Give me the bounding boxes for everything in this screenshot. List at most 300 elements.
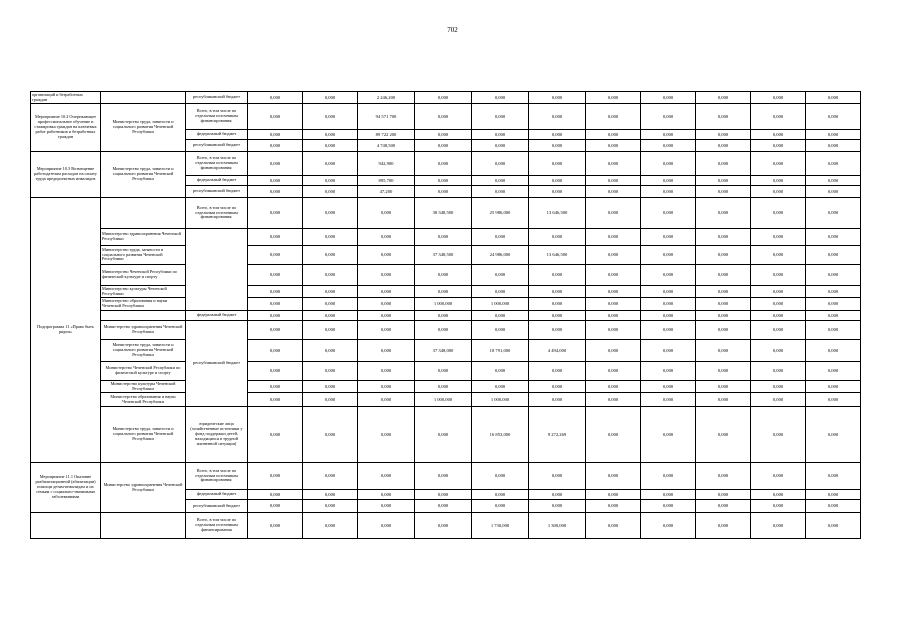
table-cell: 0,000 [751, 286, 806, 298]
table-cell: 0,000 [358, 340, 415, 362]
table-cell: 0,000 [751, 490, 806, 500]
table-cell: 0,000 [806, 246, 861, 265]
table-cell: 0,000 [641, 186, 696, 198]
table-cell: 0,000 [415, 407, 472, 463]
table-cell: 0,000 [248, 490, 303, 500]
table-cell: 0,000 [696, 490, 751, 500]
table-cell: 16 853,000 [472, 407, 529, 463]
table-cell: 0,000 [806, 92, 861, 104]
table-cell: 0,000 [248, 500, 303, 513]
table-cell: 0,000 [358, 463, 415, 490]
table-cell: 89 722 200 [358, 130, 415, 140]
table-cell: 0,000 [696, 92, 751, 104]
table-cell: 0,000 [415, 381, 472, 393]
table-cell: 0,000 [586, 176, 641, 186]
table-cell: 0,000 [806, 198, 861, 229]
table-cell: 0,000 [751, 92, 806, 104]
table-cell: 0,000 [806, 393, 861, 407]
table-cell: 0,000 [472, 362, 529, 381]
table-cell: Всего, в том числе по отдельным источникам финансирования: [186, 152, 248, 176]
table-cell: 0,000 [529, 381, 586, 393]
table-cell: 0,000 [529, 130, 586, 140]
table-cell: 0,000 [303, 130, 358, 140]
table-cell: 0,000 [303, 246, 358, 265]
table-cell: 0,000 [751, 198, 806, 229]
table-cell: 0,000 [586, 198, 641, 229]
table-cell: 0,000 [529, 298, 586, 311]
table-cell: 0,000 [696, 362, 751, 381]
table-cell: 0,000 [248, 130, 303, 140]
table-cell: 0,000 [303, 198, 358, 229]
table-cell: 0,000 [806, 407, 861, 463]
table-cell: 0,000 [472, 265, 529, 286]
table-cell: 0,000 [641, 340, 696, 362]
table-cell: Всего, в том числе по отдельным источникам финансирования [186, 513, 248, 539]
table-cell: 0,000 [641, 152, 696, 176]
table-row [31, 362, 861, 381]
table-cell: 47,200 [358, 186, 415, 198]
table-row [31, 229, 861, 246]
table-cell: 0,000 [303, 92, 358, 104]
table-cell: республиканский бюджет [186, 92, 248, 104]
table-row [31, 393, 861, 407]
table-cell [101, 198, 186, 229]
table-cell: 0,000 [696, 140, 751, 152]
table-cell: 0,000 [641, 490, 696, 500]
table-cell: 0,000 [751, 513, 806, 539]
table-cell: 1 300,000 [529, 513, 586, 539]
table-cell: 0,000 [529, 186, 586, 198]
table-cell: 0,000 [303, 311, 358, 321]
table-cell: 0,000 [472, 130, 529, 140]
table-cell: 0,000 [751, 152, 806, 176]
table-cell: 13 646,500 [529, 246, 586, 265]
table-cell: 0,000 [696, 286, 751, 298]
table-row [31, 340, 861, 362]
table-cell: Министерство труда, занятости и социального развития Чеченской Республики [101, 152, 186, 198]
table-cell: 0,000 [696, 407, 751, 463]
table-cell: республиканский бюджет [186, 321, 248, 407]
table-cell: 0,000 [415, 140, 472, 152]
table-cell: 1 000,000 [415, 393, 472, 407]
table-cell: 0,000 [529, 152, 586, 176]
table-cell: Министерство труда, занятости и социального развития Чеченской Республики [101, 407, 186, 463]
table-cell: 895,700 [358, 176, 415, 186]
table-row [31, 265, 861, 286]
table-cell: 0,000 [248, 286, 303, 298]
table-cell: 0,000 [529, 265, 586, 286]
table-cell: 0,000 [696, 104, 751, 130]
table-cell [101, 513, 186, 539]
table-cell: 0,000 [358, 286, 415, 298]
table-cell: 0,000 [248, 92, 303, 104]
table-cell: 0,000 [586, 463, 641, 490]
table-cell: 0,000 [586, 311, 641, 321]
table-cell: 0,000 [806, 186, 861, 198]
table-cell: 0,000 [806, 229, 861, 246]
table-cell: 0,000 [472, 176, 529, 186]
table-cell: 0,000 [806, 500, 861, 513]
table-cell: 94 571 700 [358, 104, 415, 130]
table-cell: 0,000 [641, 500, 696, 513]
table-cell: 0,000 [472, 229, 529, 246]
table-cell: организаций и безработных граждан [31, 92, 101, 104]
table-cell: 0,000 [358, 246, 415, 265]
table-cell: 0,000 [751, 500, 806, 513]
table-cell: 0,000 [751, 104, 806, 130]
table-cell: 0,000 [696, 265, 751, 286]
table-cell: 0,000 [303, 500, 358, 513]
table-cell: Мероприятие 10.3 Возмещение работодателям расходов на оплату труда предпроектных инвалидов [31, 152, 101, 198]
table-cell: 0,000 [529, 229, 586, 246]
table-cell: 0,000 [586, 513, 641, 539]
table-cell: 0,000 [586, 490, 641, 500]
table-cell: 0,000 [751, 265, 806, 286]
table-cell: республиканский бюджет [186, 500, 248, 513]
budget-table [30, 91, 861, 539]
table-cell: 4 494,000 [529, 340, 586, 362]
table-cell: 0,000 [529, 463, 586, 490]
table-cell: 0,000 [358, 513, 415, 539]
table-cell: 0,000 [641, 130, 696, 140]
table-cell: 0,000 [248, 463, 303, 490]
table-cell: 0,000 [415, 186, 472, 198]
table-cell: 0,000 [751, 321, 806, 340]
table-row [31, 311, 861, 321]
table-cell: 0,000 [806, 265, 861, 286]
table-cell: 0,000 [641, 92, 696, 104]
table-cell: 0,000 [641, 246, 696, 265]
table-cell: 0,000 [303, 104, 358, 130]
table-cell: федеральный бюджет [186, 490, 248, 500]
table-cell: 0,000 [248, 381, 303, 393]
table-cell: 0,000 [806, 176, 861, 186]
table-cell: 0,000 [696, 198, 751, 229]
table-cell: 0,000 [303, 286, 358, 298]
table-row [31, 152, 861, 176]
table-cell: 9 272,269 [529, 407, 586, 463]
table-cell [101, 92, 186, 104]
table-cell: 0,000 [806, 463, 861, 490]
table-cell: 0,000 [641, 513, 696, 539]
table-cell [186, 229, 248, 311]
table-cell: 2 246,200 [358, 92, 415, 104]
table-cell: 0,000 [751, 393, 806, 407]
table-cell: 0,000 [415, 362, 472, 381]
table-cell: Министерство труда, занятости и социального развития Чеченской Республики [101, 340, 186, 362]
table-cell: Подпрограмма 11 «Право быть рядом» [31, 198, 101, 463]
table-cell [101, 311, 186, 321]
table-cell: 4 748,500 [358, 140, 415, 152]
table-cell: 0,000 [586, 265, 641, 286]
table-cell: 38 348,500 [415, 198, 472, 229]
table-cell: 0,000 [586, 321, 641, 340]
table-cell: 0,000 [472, 311, 529, 321]
table-cell: 0,000 [248, 176, 303, 186]
table-cell: 0,000 [586, 229, 641, 246]
table-cell: 0,000 [586, 130, 641, 140]
table-row [31, 463, 861, 490]
table-cell: 0,000 [303, 176, 358, 186]
table-cell: 0,000 [248, 152, 303, 176]
table-cell: Министерство культуры Чеченской Республики [101, 381, 186, 393]
table-cell: 0,000 [303, 362, 358, 381]
table-cell: 0,000 [415, 152, 472, 176]
table-cell: 0,000 [248, 229, 303, 246]
table-cell: 0,000 [529, 362, 586, 381]
table-cell: 0,000 [586, 362, 641, 381]
table-cell: 0,000 [586, 407, 641, 463]
table-cell: 0,000 [586, 186, 641, 198]
table-cell: 0,000 [696, 152, 751, 176]
table-cell: 0,000 [806, 381, 861, 393]
table-cell: 0,000 [303, 513, 358, 539]
table-cell: 0,000 [696, 500, 751, 513]
table-cell: 0,000 [415, 104, 472, 130]
table-cell: 0,000 [303, 340, 358, 362]
table-cell: 0,000 [472, 286, 529, 298]
table-cell: 0,000 [806, 104, 861, 130]
table-cell: 0,000 [751, 140, 806, 152]
table-cell: 0,000 [415, 311, 472, 321]
table-cell: 0,000 [751, 246, 806, 265]
table-cell: 0,000 [248, 186, 303, 198]
table-cell: федеральный бюджет [186, 176, 248, 186]
table-cell: 0,000 [248, 104, 303, 130]
table-cell: 0,000 [586, 286, 641, 298]
table-cell: 0,000 [806, 362, 861, 381]
table-cell: 0,000 [529, 92, 586, 104]
table-row [31, 92, 861, 104]
table-cell: 0,000 [641, 381, 696, 393]
table-cell: 0,000 [529, 393, 586, 407]
table-cell: 0,000 [358, 311, 415, 321]
table-cell: 0,000 [472, 92, 529, 104]
table-row [31, 407, 861, 463]
table-cell: 0,000 [586, 152, 641, 176]
table-cell: 0,000 [415, 463, 472, 490]
table-row [31, 286, 861, 298]
table-cell: Министерство культуры Чеченской Республики [101, 286, 186, 298]
table-cell: Министерство труда, занятости и социального развития Чеченской Республики [101, 104, 186, 152]
table-cell: федеральный бюджет [186, 130, 248, 140]
table-cell: 0,000 [751, 176, 806, 186]
table-cell: 0,000 [415, 500, 472, 513]
table-row [31, 513, 861, 539]
table-cell: Министерство здравоохранения Чеченской Республики [101, 229, 186, 246]
table-cell: Министерство Чеченской Республики по физической культуре и спорту [101, 362, 186, 381]
table-cell: 0,000 [586, 92, 641, 104]
table-cell: 0,000 [751, 229, 806, 246]
table-cell: 0,000 [529, 176, 586, 186]
table-cell: 0,000 [529, 490, 586, 500]
table-cell: 0,000 [303, 229, 358, 246]
table-cell: 0,000 [751, 362, 806, 381]
table-cell: 18 791,000 [472, 340, 529, 362]
table-cell: 0,000 [303, 152, 358, 176]
table-cell: Всего, в том числе по отдельным источникам финансирования: [186, 104, 248, 130]
table-cell: 0,000 [806, 490, 861, 500]
table-cell: 0,000 [806, 286, 861, 298]
table-cell: 0,000 [696, 311, 751, 321]
table-cell: 0,000 [415, 229, 472, 246]
table-cell: Мероприятие 11.1 Оказание реабилитационной (абилитации) помощи детям-инвалидам и их семьям с социально-значимыми заболеваниями [31, 463, 101, 513]
table-cell: 0,000 [641, 104, 696, 130]
table-cell: 0,000 [415, 92, 472, 104]
table-cell: 0,000 [303, 298, 358, 311]
table-cell: 0,000 [641, 286, 696, 298]
table-cell: 0,000 [472, 140, 529, 152]
table-cell: 0,000 [696, 340, 751, 362]
table-cell: 0,000 [248, 362, 303, 381]
table-cell: 0,000 [472, 321, 529, 340]
table-cell: 0,000 [586, 104, 641, 130]
table-cell: 0,000 [303, 393, 358, 407]
table-cell: 0,000 [248, 393, 303, 407]
table-cell: 0,000 [696, 130, 751, 140]
table-row [31, 298, 861, 311]
table-cell: 0,000 [248, 407, 303, 463]
table-cell: 0,000 [586, 500, 641, 513]
page-number: 702 [447, 26, 458, 34]
table-cell: республиканский бюджет [186, 140, 248, 152]
table-cell [31, 513, 101, 539]
table-cell: 25 986,000 [472, 198, 529, 229]
table-cell: 0,000 [472, 152, 529, 176]
table-cell: 0,000 [303, 463, 358, 490]
table-cell: 37 348,000 [415, 340, 472, 362]
table-cell: 0,000 [303, 407, 358, 463]
table-cell: 0,000 [641, 321, 696, 340]
table-row [31, 198, 861, 229]
table-cell: 0,000 [529, 286, 586, 298]
table-cell: 0,000 [641, 362, 696, 381]
table-cell: 0,000 [696, 513, 751, 539]
table-cell: 0,000 [751, 407, 806, 463]
table-cell: 0,000 [358, 321, 415, 340]
table-cell: 0,000 [751, 340, 806, 362]
table-cell: 0,000 [415, 513, 472, 539]
table-cell: 0,000 [358, 407, 415, 463]
table-cell: 0,000 [641, 176, 696, 186]
table-cell: 0,000 [806, 340, 861, 362]
table-cell: Министерство труда, занятости и социального развития Чеченской Республики [101, 246, 186, 265]
table-cell: 0,000 [641, 407, 696, 463]
table-row [31, 321, 861, 340]
table-cell: 0,000 [641, 198, 696, 229]
table-cell: 0,000 [806, 513, 861, 539]
table-cell: 0,000 [529, 140, 586, 152]
table-cell: 0,000 [415, 286, 472, 298]
table-cell: 0,000 [358, 265, 415, 286]
table-cell: 0,000 [472, 500, 529, 513]
table-cell: 0,000 [415, 176, 472, 186]
table-cell: 0,000 [751, 311, 806, 321]
table-cell: республиканский бюджет [186, 186, 248, 198]
table-cell: Всего, в том числе по отдельным источникам финансирования: [186, 198, 248, 229]
table-cell: 24 986,000 [472, 246, 529, 265]
table-cell: 0,000 [303, 381, 358, 393]
table-cell: Министерство Чеченской Республики по физической культуре и спорту [101, 265, 186, 286]
table-cell: 0,000 [641, 463, 696, 490]
table-cell: 0,000 [586, 298, 641, 311]
table-cell: 0,000 [248, 140, 303, 152]
table-cell: 13 646,500 [529, 198, 586, 229]
table-cell: 0,000 [696, 176, 751, 186]
table-cell: 0,000 [586, 393, 641, 407]
table-cell: 0,000 [751, 463, 806, 490]
table-cell: 0,000 [696, 393, 751, 407]
table-cell: 0,000 [586, 140, 641, 152]
table-cell: 0,000 [248, 311, 303, 321]
table-cell: 0,000 [303, 186, 358, 198]
table-cell: 0,000 [415, 321, 472, 340]
table-cell: 0,000 [806, 321, 861, 340]
table-cell: 0,000 [806, 298, 861, 311]
table-cell: Министерство образования и науки Чеченской Республики [101, 393, 186, 407]
table-cell: 0,000 [696, 229, 751, 246]
table-cell: 0,000 [696, 246, 751, 265]
table-cell: 37 348,500 [415, 246, 472, 265]
table-cell: 0,000 [806, 152, 861, 176]
table-cell: 0,000 [248, 246, 303, 265]
table-cell: 0,000 [696, 321, 751, 340]
table-cell: 0,000 [358, 393, 415, 407]
table-cell: 0,000 [415, 130, 472, 140]
table-cell: 0,000 [415, 265, 472, 286]
table-cell: 0,000 [358, 298, 415, 311]
table-cell: 0,000 [806, 140, 861, 152]
table-cell: Всего, в том числе по отдельным источникам финансирования: [186, 463, 248, 490]
table-cell: 0,000 [641, 229, 696, 246]
table-cell: 0,000 [303, 140, 358, 152]
table-cell: 0,000 [641, 265, 696, 286]
table-cell: 942,900 [358, 152, 415, 176]
table-cell: 0,000 [415, 490, 472, 500]
table-row [31, 381, 861, 393]
table-cell: 0,000 [472, 381, 529, 393]
table-cell: 0,000 [641, 298, 696, 311]
table-cell: 0,000 [472, 490, 529, 500]
table-cell: 0,000 [641, 140, 696, 152]
table-cell: 0,000 [696, 463, 751, 490]
table-cell: 0,000 [751, 186, 806, 198]
table-cell: 0,000 [303, 321, 358, 340]
table-cell: 0,000 [248, 298, 303, 311]
table-cell: 0,000 [641, 311, 696, 321]
table-cell: Министерство здравоохранения Чеченской Республики [101, 463, 186, 513]
table-cell: 0,000 [358, 198, 415, 229]
table-cell: 0,000 [472, 104, 529, 130]
table-cell: 0,000 [586, 340, 641, 362]
table-cell: 0,000 [529, 321, 586, 340]
table-cell: 0,000 [696, 381, 751, 393]
table-cell: 0,000 [806, 311, 861, 321]
table-cell: 1 000,000 [415, 298, 472, 311]
table-cell: 0,000 [472, 463, 529, 490]
table-cell: 0,000 [358, 362, 415, 381]
table-cell: Министерство здравоохранения Чеченской Республики [101, 321, 186, 340]
table-cell: 0,000 [248, 513, 303, 539]
table-cell: 0,000 [358, 500, 415, 513]
table-cell: 0,000 [248, 340, 303, 362]
table-row [31, 104, 861, 130]
table-cell: Министерство образования и науки Чеченской Республики [101, 298, 186, 311]
table-cell: 0,000 [751, 130, 806, 140]
table-cell: 0,000 [696, 298, 751, 311]
table-cell: 0,000 [303, 265, 358, 286]
table-row [31, 246, 861, 265]
